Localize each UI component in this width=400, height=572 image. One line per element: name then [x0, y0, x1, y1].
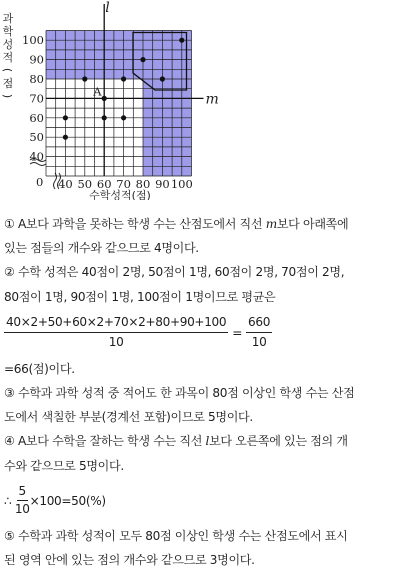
point-a-label: A [93, 84, 102, 99]
y-tick-labels [22, 33, 44, 163]
y-label-char: 성 [2, 38, 14, 51]
solution-1-line2: 있는 점들의 개수와 같으므로 4명이다. [4, 241, 199, 256]
data-point-5 [102, 115, 107, 120]
y-label-char: ) [1, 93, 14, 99]
solution-text [4, 212, 398, 572]
y-tick-100: 100 [22, 33, 44, 48]
y-label-char: 적 [2, 51, 14, 64]
x-axis-label: 수학성적(점) [89, 189, 151, 200]
scatter-plot [0, 0, 230, 200]
x-tick-100: 100 [170, 177, 193, 191]
data-point-1 [63, 115, 68, 120]
y-tick-60: 60 [29, 110, 44, 125]
y-tick-80: 80 [29, 72, 44, 86]
solution-3-line1: ③ 수학과 과학 성적 중 적어도 한 과목이 80점 이상인 학생 수는 산점 [4, 386, 355, 401]
y-label-char: 점 [2, 77, 14, 90]
y-tick-90: 90 [29, 52, 44, 67]
var-l: l [205, 434, 210, 449]
data-point-3 [82, 76, 87, 81]
x-tick-90: 90 [155, 177, 170, 191]
shaded-region [46, 31, 192, 177]
x-tick-50: 50 [77, 177, 93, 191]
y-tick-70: 70 [29, 91, 44, 106]
var-m: m [265, 217, 277, 231]
solution-2-line2: 80점이 1명, 90점이 1명, 100점이 1명이므로 평균은 [4, 289, 276, 304]
percent-formula: ∴ $\frac{5}{10}$ ×100=50(%) [4, 484, 106, 517]
solution-4-line2: 수와 같으므로 5명이다. [4, 458, 124, 473]
y-label-char: ( [1, 67, 14, 73]
data-point-6 [121, 76, 126, 81]
y-label-char: 학 [2, 25, 14, 38]
line-l-label: l [105, 0, 110, 16]
y-label-char: 과 [2, 12, 14, 25]
origin-label: 0 [36, 175, 44, 189]
data-point-9 [160, 76, 165, 81]
fraction-sum: $\frac{40\times 2+50+60\times 2+70\times 2+80+90+100}{10}$ [6, 315, 227, 350]
solution-5-line2: 된 영역 안에 있는 점의 개수와 같으므로 3명이다. [4, 553, 255, 568]
data-point-8 [140, 57, 145, 62]
data-point-10 [179, 38, 184, 43]
solution-3-line2: 도에서 색칠한 부분(경계선 포함)이므로 5명이다. [4, 410, 253, 425]
y-tick-50: 50 [29, 130, 44, 145]
line-m-label: m [205, 91, 219, 108]
x-tick-80: 80 [135, 177, 151, 191]
mean-formula: $\frac{40\times 2+50+60\times 2+70\times 2+80+90+100}{10}$ = $\frac{660}{10}$ [4, 309, 398, 357]
y-axis-label [1, 11, 14, 98]
solution-2-result: =66(점)이다. [4, 361, 75, 376]
x-tick-60: 60 [96, 177, 112, 191]
fraction-percent: $\frac{5}{10}$ [14, 484, 30, 517]
data-point-2 [63, 135, 68, 140]
solution-5-line1: ⑤ 수학과 과학 성적이 모두 80점 이상인 학생 수는 산점도에서 표시 [4, 528, 348, 543]
x-tick-40: 40 [58, 177, 73, 191]
solution-1-line1: ① A보다 과학을 못하는 학생 수는 산점도에서 직선 m보다 아래쪽에 [4, 217, 349, 231]
data-point-4 [102, 96, 107, 101]
solution-2-line1: ② 수학 성적은 40점이 2명, 50점이 1명, 60점이 2명, 70점이 2명, [4, 265, 345, 280]
y-tick-40: 40 [29, 149, 44, 164]
fraction-result: $\frac{660}{10}$ [248, 315, 271, 350]
data-point-7 [121, 115, 126, 120]
solution-4-line1: ④ A보다 수학을 잘하는 학생 수는 직선 l보다 오른쪽에 있는 점의 개 [4, 434, 348, 449]
x-tick-70: 70 [116, 177, 131, 191]
